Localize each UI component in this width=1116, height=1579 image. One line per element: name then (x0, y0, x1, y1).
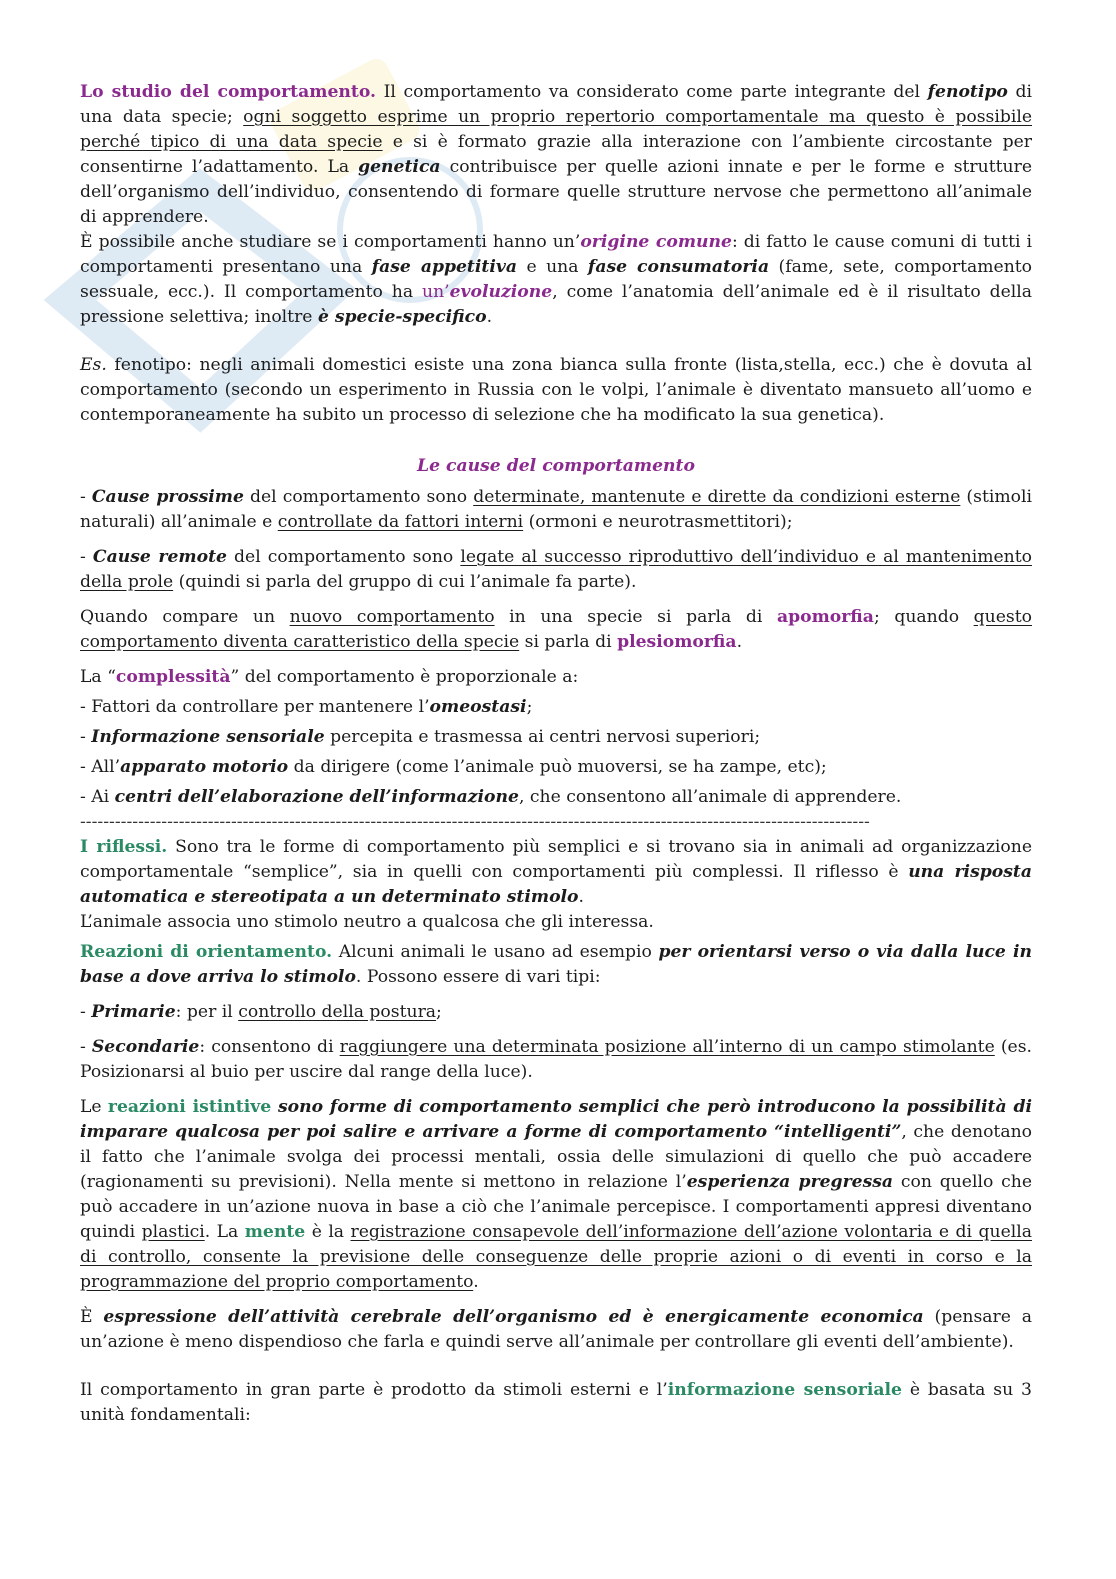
paragraph-istintive: Le reazioni istintive sono forme di comportamento semplici che però introducono la possibilità di imparare qualcosa per poi salire e arrivare a forme di comportamento “intelligenti”, che denotano il fatto che l’animale svolga dei processi mentali, ossia delle simulazioni di quello che può accadere (ragionamenti su previsioni). Nella mente si mettono in relazione l’esperienza pregressa con quello che può accadere in un’azione nuova in base a ciò che l’animale percepisce. I comportamenti appresi diventano quindi plastici. La mente è la registrazione consapevole dell’informazione dell’azione volontaria e di quella di controllo, consente la previsione delle conseguenze delle proprie azioni o di eventi in corso e la programmazione del proprio comportamento. (80, 1097, 1033, 1292)
paragraph-cause-prossime: - Cause prossime del comportamento sono determinate, mantenute e dirette da condizioni esterne (stimoli naturali) all’animale e controllate da fattori interni (ormoni e neurotrasmettitori); (80, 487, 1032, 532)
list-item: - Ai centri dell’elaborazione dell’informazione, che consentono all’animale di apprendere. (80, 787, 902, 807)
list-item: - All’apparato motorio da dirigere (come l’animale può muoversi, se ha zampe, etc); (80, 757, 827, 777)
paragraph-complessita: La “complessità” del comportamento è proporzionale a: (80, 667, 579, 687)
paragraph-secondarie: - Secondarie: consentono di raggiungere una determinata posizione all’interno di un campo stimolante (es. Posizionarsi al buio per uscire dal range della luce). (80, 1037, 1032, 1082)
section-title-cause: Le cause del comportamento (417, 456, 695, 476)
paragraph-origine: È possibile anche studiare se i comportamenti hanno un’origine comune: di fatto le cause comuni di tutti i comportamenti presentano una fase appetitiva e una fase consumatoria (fame, sete, comportamento sessuale, ecc.). Il comportamento ha un’evoluzione, come l’anatomia dell’animale ed è il risultato della pressione selettiva; inoltre è specie-specifico. (80, 232, 1033, 327)
list-item: - Fattori da controllare per mantenere l’omeostasi; (80, 697, 533, 717)
paragraph-reazioni: Reazioni di orientamento. Alcuni animali le usano ad esempio per orientarsi verso o via dalla luce in base a dove arriva lo stimolo. Possono essere di vari tipi: (80, 942, 1032, 987)
heading-riflessi: I riflessi. (80, 837, 168, 857)
paragraph-espressione: È espressione dell’attività cerebrale dell’organismo ed è energicamente economica (pensare a un’azione è meno dispendioso che farla e quindi serve all’animale per controllare gli eventi dell’ambiente). (80, 1307, 1033, 1352)
heading-reazioni: Reazioni di orientamento. (80, 942, 333, 962)
paragraph-cause-remote: - Cause remote del comportamento sono legate al successo riproduttivo dell’individuo e al mantenimento della prole (quindi si parla del gruppo di cui l’animale fa parte). (80, 547, 1032, 592)
list-item: - Informazione sensoriale percepita e trasmessa ai centri nervosi superiori; (80, 727, 761, 747)
paragraph-esempio: Es. fenotipo: negli animali domestici esiste una zona bianca sulla fronte (lista,stella, ecc.) che è dovuta al comportamento (secondo un esperimento in Russia con le volpi, l’animale è diventato mansueto all’uomo e contemporaneamente ha subito un processo di selezione che ha modificato la sua genetica). (80, 355, 1032, 425)
paragraph-primarie: - Primarie: per il controllo della postura; (80, 1002, 442, 1022)
heading-studio: Lo studio del comportamento. (80, 82, 376, 102)
divider-line: ---------------------------------------------------------------------------------------------------------------------------------------- (80, 812, 870, 832)
document-body (80, 80, 1032, 1428)
paragraph-informazione: Il comportamento in gran parte è prodotto da stimoli esterni e l’informazione sensoriale è basata su 3 unità fondamentali: (80, 1380, 1032, 1425)
paragraph-studio: Lo studio del comportamento. Il comportamento va considerato come parte integrante del fenotipo di una data specie; ogni soggetto esprime un proprio repertorio comportamentale ma questo è possibile perché tipico di una data specie e si è formato grazie alla interazione con l’ambiente circostante per consentirne l’adattamento. La genetica contribuisce per quelle azioni innate e per le forme e strutture dell’organismo dell’individuo, consentendo di formare quelle strutture nervose che permettono all’animale di apprendere. (80, 82, 1032, 227)
paragraph-riflessi: I riflessi. Sono tra le forme di comportamento più semplici e si trovano sia in animali ad organizzazione comportamentale “semplice”, sia in quelli con comportamenti più complessi. Il riflesso è una risposta automatica e stereotipata a un determinato stimolo. (80, 837, 1032, 907)
paragraph-apomorfia: Quando compare un nuovo comportamento in una specie si parla di apomorfia; quando questo comportamento diventa caratteristico della specie si parla di plesiomorfia. (80, 607, 1032, 652)
paragraph-riflessi-2: L’animale associa uno stimolo neutro a qualcosa che gli interessa. (80, 912, 654, 932)
